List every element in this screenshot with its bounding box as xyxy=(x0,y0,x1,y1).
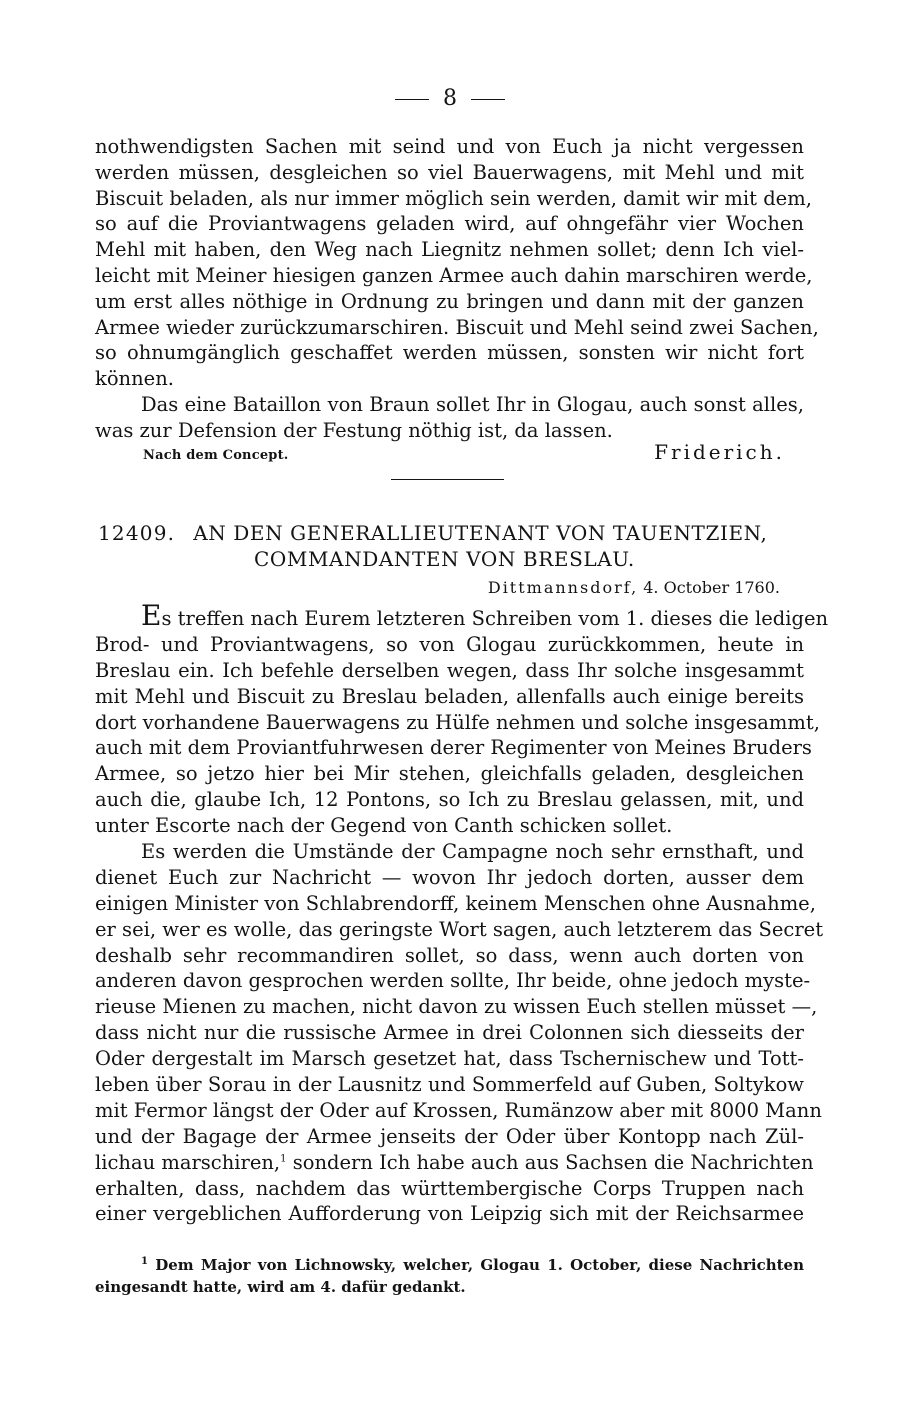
text-line: so ohnumgänglich geschaffet werden müssen, sonsten wir nicht fort xyxy=(95,341,804,365)
text-line: unter Escorte nach der Gegend von Canth schicken sollet. xyxy=(95,814,673,838)
previous-letter-continuation xyxy=(95,134,819,444)
text-line: Das eine Bataillon von Braun sollet Ihr in Glogau, auch sonst alles, xyxy=(141,392,804,416)
letter-heading xyxy=(98,520,798,572)
text-line: Oder dergestalt im Marsch gesetzet hat, dass Tschernischew und Tott- xyxy=(95,1047,804,1071)
letter-body xyxy=(95,599,829,1227)
date-text: 4. October 1760. xyxy=(643,578,780,597)
text-line: leicht mit Meiner hiesigen ganzen Armee auch dahin marschiren werde, xyxy=(95,263,813,287)
date-place: Dittmannsdorf, xyxy=(487,578,639,597)
text-line: Mehl mit haben, den Weg nach Liegnitz nehmen sollet; denn Ich viel- xyxy=(95,238,804,262)
text-line: mit Mehl und Biscuit zu Breslau beladen, allenfalls auch einige bereits xyxy=(95,684,804,708)
heading-recipient: AN DEN GENERALLIEUTENANT VON TAUENTZIEN, xyxy=(193,521,768,545)
text-line: Es treffen nach Eurem letzteren Schreiben vom 1. dieses die ledigen xyxy=(141,599,829,632)
text-line: nothwendigsten Sachen mit seind und von Euch ja nicht vergessen xyxy=(95,135,804,158)
text-line: er sei, wer es wolle, das geringste Wort sagen, auch letzterem das Secret xyxy=(95,917,824,941)
heading-line-2: COMMANDANTEN VON BRESLAU. xyxy=(254,547,635,571)
initial-letter: E xyxy=(141,599,162,632)
page-number-dash-left xyxy=(395,99,429,100)
text-line: Brod- und Proviantwagens, so von Glogau zurückkommen, heute in xyxy=(95,632,804,656)
text-line: anderen davon gesprochen werden sollte, Ihr beide, ohne jedoch myste- xyxy=(95,969,811,993)
text-line: einigen Minister von Schlabrendorff, keinem Menschen ohne Ausnahme, xyxy=(95,891,816,915)
text-line: Armee wieder zurückzumarschiren. Biscuit und Mehl seind zwei Sachen, xyxy=(95,315,819,339)
text-line: deshalb sehr recommandiren sollet, so dass, wenn auch dorten von xyxy=(95,943,804,967)
footnote-line: eingesandt hatte, wird am 4. dafür gedankt. xyxy=(95,1278,466,1296)
text-line: einer vergeblichen Aufforderung von Leipzig sich mit der Reichsarmee xyxy=(95,1202,804,1226)
page-number-dash-right xyxy=(471,99,505,100)
page-number xyxy=(0,86,900,112)
letter-number: 12409. xyxy=(98,521,176,545)
heading-line-1 xyxy=(98,520,798,546)
text-line: dienet Euch zur Nachricht — wovon Ihr jedoch dorten, ausser dem xyxy=(95,865,804,889)
text-line: auch die, glaube Ich, 12 Pontons, so Ich zu Breslau gelassen, mit, und xyxy=(95,788,804,812)
text-line: Es werden die Umstände der Campagne noch sehr ernsthaft, und xyxy=(141,840,804,864)
text-line: und der Bagage der Armee jenseits der Oder über Kontopp nach Zül- xyxy=(95,1124,804,1148)
text-line: erhalten, dass, nachdem das württembergische Corps Truppen nach xyxy=(95,1176,804,1200)
text-line: was zur Defension der Festung nöthig ist, da lassen. xyxy=(95,418,613,442)
text-line: um erst alles nöthige in Ordnung zu bringen und dann mit der ganzen xyxy=(95,289,804,313)
text-line: auch mit dem Proviantfuhrwesen derer Regimenter von Meines Bruders xyxy=(95,736,812,760)
footnote-reference: 1 xyxy=(280,1153,287,1165)
dateline xyxy=(488,578,780,598)
text-line: so auf die Proviantwagens geladen wird, auf ohngefähr vier Wochen xyxy=(95,212,804,236)
text-line: leben über Sorau in der Lausnitz und Sommerfeld auf Guben, Soltykow xyxy=(95,1073,804,1097)
text-line: werden müssen, desgleichen so viel Bauerwagens, mit Mehl und mit xyxy=(95,160,804,184)
text-line: dass nicht nur die russische Armee in drei Colonnen sich diesseits der xyxy=(95,1021,804,1045)
text-line: Armee, so jetzo hier bei Mir stehen, gleichfalls geladen, desgleichen xyxy=(95,762,804,786)
signature: Friderich. xyxy=(654,440,785,464)
signature-row xyxy=(95,440,785,468)
text-line: lichau marschiren,$^1$ sondern Ich habe auch aus Sachsen die Nachrichten xyxy=(95,1150,814,1174)
footnote xyxy=(95,1254,804,1298)
text-line: Biscuit beladen, als nur immer möglich sein werden, damit wir mit dem, xyxy=(95,186,812,210)
footnote-mark: 1 xyxy=(141,1256,148,1267)
text-line: mit Fermor längst der Oder auf Krossen, Rumänzow aber mit 8000 Mann xyxy=(95,1098,822,1122)
section-divider xyxy=(391,479,504,480)
footnote-line: $^1$ Dem Major von Lichnowsky, welcher, Glogau 1. October, diese Nachrichten xyxy=(141,1256,804,1274)
text-line: rieuse Mienen zu machen, nicht davon zu wissen Euch stellen müsset —, xyxy=(95,995,818,1019)
text-line: Breslau ein. Ich befehle derselben wegen, dass Ihr solche insgesammt xyxy=(95,658,804,682)
text-line: dort vorhandene Bauerwagens zu Hülfe nehmen und solche insgesammt, xyxy=(95,710,820,734)
text-line: können. xyxy=(95,367,174,391)
source-note: Nach dem Concept. xyxy=(143,448,289,463)
page-number-value: 8 xyxy=(443,86,457,111)
